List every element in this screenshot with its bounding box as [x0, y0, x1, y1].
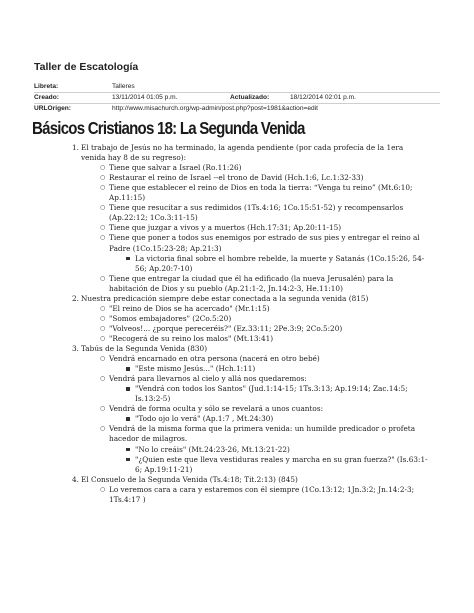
outline-item-text: "Vendrá con todos los Santos" (Jud.1:14-15; 1Ts.3:13; Ap.19:14; Zac.14:5;	[135, 384, 408, 394]
bullet-icon: ○	[100, 314, 106, 322]
bullet-icon: ○	[100, 375, 106, 383]
bullet-icon: ○	[100, 355, 106, 363]
outline-number: 1.	[72, 143, 79, 152]
bullet-icon: ○	[100, 334, 106, 342]
square-bullet-icon	[126, 417, 130, 421]
outline-item-text: Padre (1Co.15:23-28; Ap.21:3)	[109, 243, 222, 253]
outline-item-text: Tiene que entregar la ciudad que él ha edificado (la nueva Jerusalén) para la	[109, 273, 394, 283]
metadata-row-dates	[34, 93, 440, 104]
outline-item-text: La victoria final sobre el hombre rebelde, la muerte y Satanás (1Co.15:26, 54-	[135, 253, 425, 263]
note-metadata	[34, 82, 440, 113]
outline-number: 2.	[72, 293, 79, 303]
outline-item-text: Lo veremos cara a cara y estaremos con él siempre (1Co.13:12; 1Jn.3:2; Jn.14:2-3;	[109, 484, 415, 494]
outline-item-text: habitación de Dios y su pueblo (Ap.21:1-2, Jn.14:2-3, He.11:10)	[109, 283, 343, 293]
url-label: URLOrigen:	[34, 105, 71, 112]
square-bullet-icon	[126, 387, 130, 391]
bullet-icon: ○	[100, 184, 106, 192]
bullet-icon: ○	[100, 324, 106, 332]
outline-item-text: Vendrá de la misma forma que la primera venida: un humilde predicador o profeta	[109, 424, 416, 434]
metadata-row-libreta	[34, 82, 440, 93]
outline-item-text: Tabús de la Segunda Venida (830)	[81, 344, 208, 353]
outline-item-text: 1Ts.4:17 )	[109, 494, 146, 504]
bullet-icon: ○	[100, 234, 106, 242]
outline-item-text: "Somos embajadores" (2Co.5:20)	[109, 313, 232, 323]
outline-item-text: Nuestra predicación siempre debe estar conectada a la segunda venida (815)	[81, 293, 369, 303]
outline-item-text: "Este mismo Jesús..." (Hch.1:11)	[135, 364, 256, 374]
bullet-icon: ○	[100, 425, 106, 433]
outline-item-text: Tiene que juzgar a vivos y a muertos (Hch.17:31; Ap.20:11-15)	[109, 223, 342, 233]
libreta-label: Libreta:	[34, 83, 59, 90]
outline-item-text: Vendrá de forma oculta y sólo se revelará a unos cuantos:	[109, 404, 324, 414]
outline-item-text: Is.13:2-5)	[135, 394, 171, 404]
outline-item-text: (Ap.22:12; 1Co.3:11-15)	[109, 213, 198, 223]
outline-item-text: "No lo creáis" (Mt.24:23-26, Mt.13:21-22)	[135, 444, 290, 454]
url-link[interactable]: http://www.misachurch.org/wp-admin/post.php?post=1981&action=edit	[112, 105, 318, 112]
actualizado-value: 18/12/2014 02:01 p.m.	[290, 94, 356, 101]
outline-item-text: 6; Ap.19:11-21)	[135, 464, 193, 474]
bullet-icon: ○	[100, 304, 106, 312]
outline-item-text: "Volveos!... ¿porque pereceréis?" (Ez.33:11; 2Pe.3:9; 2Co.5:20)	[109, 323, 343, 333]
libreta-value: Talleres	[112, 83, 135, 90]
bullet-icon: ○	[100, 274, 106, 282]
bullet-icon: ○	[100, 164, 106, 172]
outline-item-text: Tiene que resucitar a sus redimidos (1Ts.4:16; 1Co.15:51-52) y recompensarlos	[109, 203, 404, 213]
outline-item-text: Vendrá encarnado en otra persona (nacerá en otro bebé)	[109, 354, 320, 364]
metadata-row-url	[34, 104, 440, 113]
bullet-icon: ○	[100, 204, 106, 212]
creado-label: Creado:	[34, 94, 59, 101]
outline-item-text: 56; Ap.20:7-10)	[135, 263, 193, 273]
outline-number: 3.	[72, 344, 79, 353]
outline-item-text: "Recogerá de su reino los malos" (Mt.13:41)	[109, 333, 274, 343]
bullet-icon: ○	[100, 485, 106, 493]
outline-item-text: hacedor de milagros.	[109, 434, 188, 444]
outline-item-text: Tiene que salvar a Israel (Ro.11:26)	[109, 163, 242, 173]
outline-item-text: Vendrá para llevarnos al cielo y allá nos quedaremos:	[109, 374, 307, 384]
creado-value: 13/11/2014 01:05 p.m.	[112, 94, 178, 101]
outline-item-text: Tiene que establecer el reino de Dios en toda la tierra: “Venga tu reino” (Mt.6:10;	[109, 183, 413, 193]
bullet-icon: ○	[100, 405, 106, 413]
outline-item-text: "Todo ojo lo verá" (Ap.1:7 , Mt.24:30)	[135, 414, 274, 424]
outline-item-text: Restaurar el reino de Israel --el trono de David (Hch.1:6, Lc.1:32-33)	[109, 173, 364, 183]
outline-item-text: "El reino de Dios se ha acercado" (Mr.1:15)	[109, 303, 270, 313]
notebook-title: Taller de Escatología	[34, 61, 139, 73]
square-bullet-icon	[126, 448, 130, 452]
outline-item-text: El Consuelo de la Segunda Venida (Ts.4:18; Tit.2:13) (845)	[81, 474, 298, 484]
outline-item-text: Ap.11:15)	[109, 193, 146, 203]
outline-item-text: "¿Quien este que lleva vestiduras reales y marcha en su gran fuerza?" (Is.63:1-	[135, 454, 428, 464]
bullet-icon: ○	[100, 174, 106, 182]
outline-item-text: Tiene que poner a todos sus enemigos por estrado de sus pies y entregar el reino al	[109, 233, 420, 243]
outline-item-text: El trabajo de Jesús no ha terminado, la agenda pendiente (por cada profecía de la 1era	[81, 143, 404, 152]
outline-item-text: venida hay 8 de su regreso):	[81, 153, 187, 163]
bullet-icon: ○	[100, 224, 106, 232]
outline-number: 4.	[72, 474, 79, 484]
square-bullet-icon	[126, 458, 130, 462]
actualizado-label: Actualizado:	[230, 94, 270, 101]
square-bullet-icon	[126, 257, 130, 261]
square-bullet-icon	[126, 367, 130, 371]
document-title: Básicos Cristianos 18: La Segunda Venida	[32, 118, 305, 138]
